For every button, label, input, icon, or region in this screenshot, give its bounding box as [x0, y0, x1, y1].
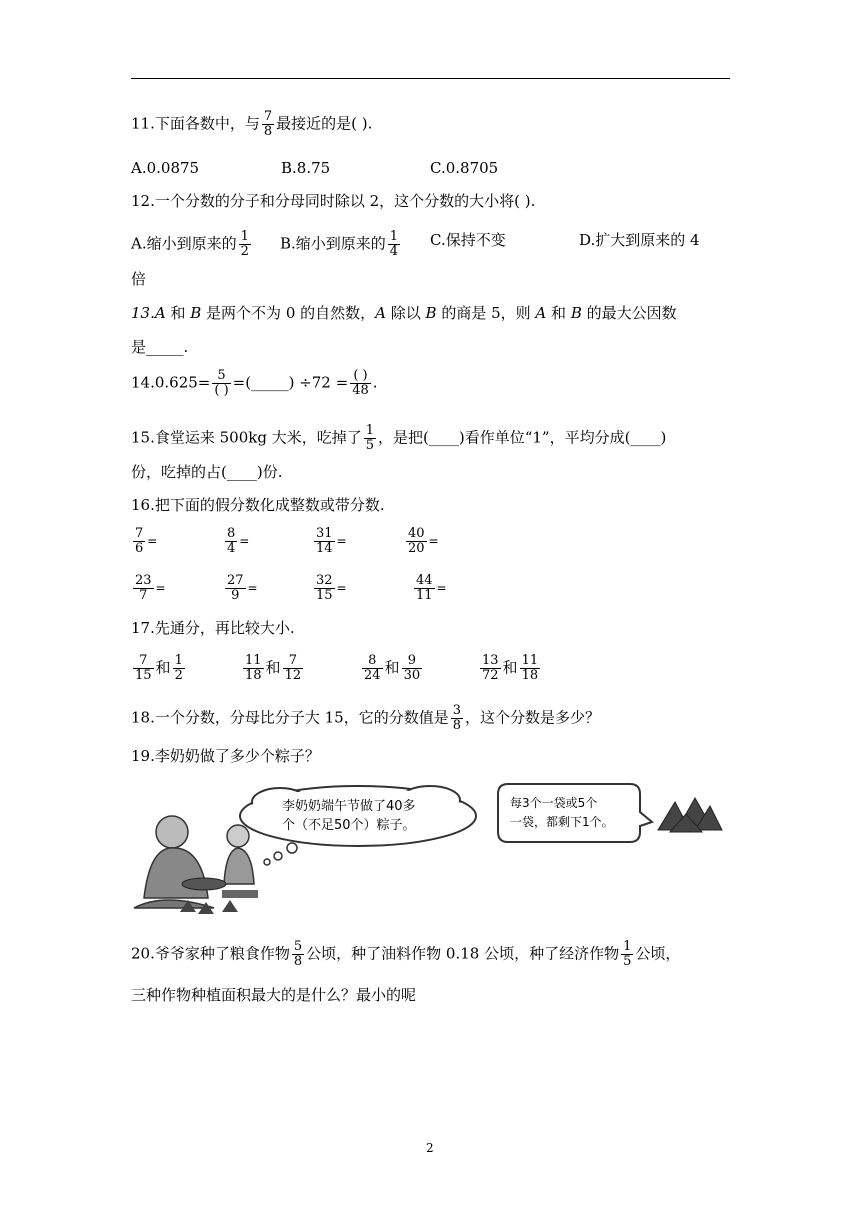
q17-pair: $\frac{13}{72}$ 和 $\frac{11}{18}$: [482, 653, 539, 683]
header-rule: [131, 78, 730, 79]
q11-text: 11.下面各数中，与: [131, 114, 260, 133]
q17-stem: 17.先通分，再比较大小.: [131, 619, 295, 637]
speech-bubble-box: [498, 784, 652, 842]
q16-item: $\frac{8}{4}$ =: [227, 526, 250, 556]
q15-stem: 15.食堂运来 500kg 大米，吃掉了 $\frac{1}{5}$ ，是把(____)看作单位“1”，平均分成(____): [131, 423, 667, 453]
page-number: 2: [426, 1141, 434, 1155]
q12-stem: 12.一个分数的分子和分母同时除以 2，这个分数的大小将( ).: [131, 192, 536, 210]
q14-stem: 14.0.625= $\frac{5}{( )}$ =(_____) ÷72 = $\frac{( )}{48}$ .: [131, 368, 378, 398]
svg-text:每3个一袋或5个: 每3个一袋或5个: [510, 796, 598, 810]
q11-option-b: B.8.75: [281, 159, 331, 177]
q16-item: $\frac{44}{11}$ =: [416, 573, 447, 603]
q16-item: $\frac{27}{9}$ =: [227, 573, 258, 603]
q18-stem: 18.一个分数，分母比分子大 15，它的分数值是 $\frac{3}{8}$ ，这个分数是多少？: [131, 703, 601, 733]
q16-item: $\frac{32}{15}$ =: [316, 573, 347, 603]
q20-stem: 20.爷爷家种了粮食作物 $\frac{5}{8}$ 公顷，种了油料作物 0.18 公顷，种了经济作物 $\frac{1}{5}$ 公顷，: [131, 939, 681, 969]
zongzi-pile: [658, 798, 722, 832]
q13-stem: 13.A 和 B 是两个不为 0 的自然数，A 除以 B 的商是 5，则 A 和 B 的最大公因数: [131, 304, 677, 322]
q16-item: $\frac{40}{20}$ =: [408, 526, 439, 556]
q11-option-c: C.0.8705: [430, 159, 499, 177]
q16-stem: 16.把下面的假分数化成整数或带分数.: [131, 496, 385, 514]
q16-item: $\frac{23}{7}$ =: [135, 573, 166, 603]
svg-text:李奶奶端午节做了40多: 李奶奶端午节做了40多: [282, 799, 416, 814]
q12-option-d-cont: 倍: [131, 270, 147, 288]
q19-stem: 19.李奶奶做了多少个粽子？: [131, 747, 320, 765]
grandma-figure: [134, 816, 214, 908]
q12-option-d: D.扩大到原来的 4: [579, 231, 700, 249]
fraction: $\frac{7}{8}$: [263, 109, 273, 139]
q12-option-c: C.保持不变: [430, 231, 506, 249]
q20-stem-cont: 三种作物种植面积最大的是什么？最小的呢: [131, 986, 417, 1004]
q13-stem-cont: 是_____.: [131, 338, 189, 356]
q11-text-end: 最接近的是( ).: [276, 114, 373, 133]
q17-pair: $\frac{7}{15}$ 和 $\frac{1}{2}$: [135, 653, 183, 683]
svg-text:一袋，都剩下1个。: 一袋，都剩下1个。: [510, 815, 614, 829]
svg-text:个（不足50个）粽子。: 个（不足50个）粽子。: [282, 818, 416, 833]
q12-option-b: B.缩小到原来的 $\frac{1}{4}$: [280, 229, 399, 259]
q15-stem-cont: 份，吃掉的占(____)份.: [131, 463, 283, 481]
q16-item: $\frac{31}{14}$ =: [316, 526, 347, 556]
q19-illustration: [130, 780, 730, 920]
boy-figure: [222, 825, 258, 898]
speech-bubble-cloud: [240, 786, 476, 865]
q12-option-a: A.缩小到原来的 $\frac{1}{2}$: [131, 229, 249, 259]
q17-pair: $\frac{11}{18}$ 和 $\frac{7}{12}$: [245, 653, 302, 683]
q11-stem: [131, 110, 372, 139]
q16-item: $\frac{7}{6}$ =: [135, 526, 158, 556]
q17-pair: $\frac{8}{24}$ 和 $\frac{9}{30}$: [364, 653, 421, 683]
q11-option-a: A.0.0875: [131, 159, 200, 177]
